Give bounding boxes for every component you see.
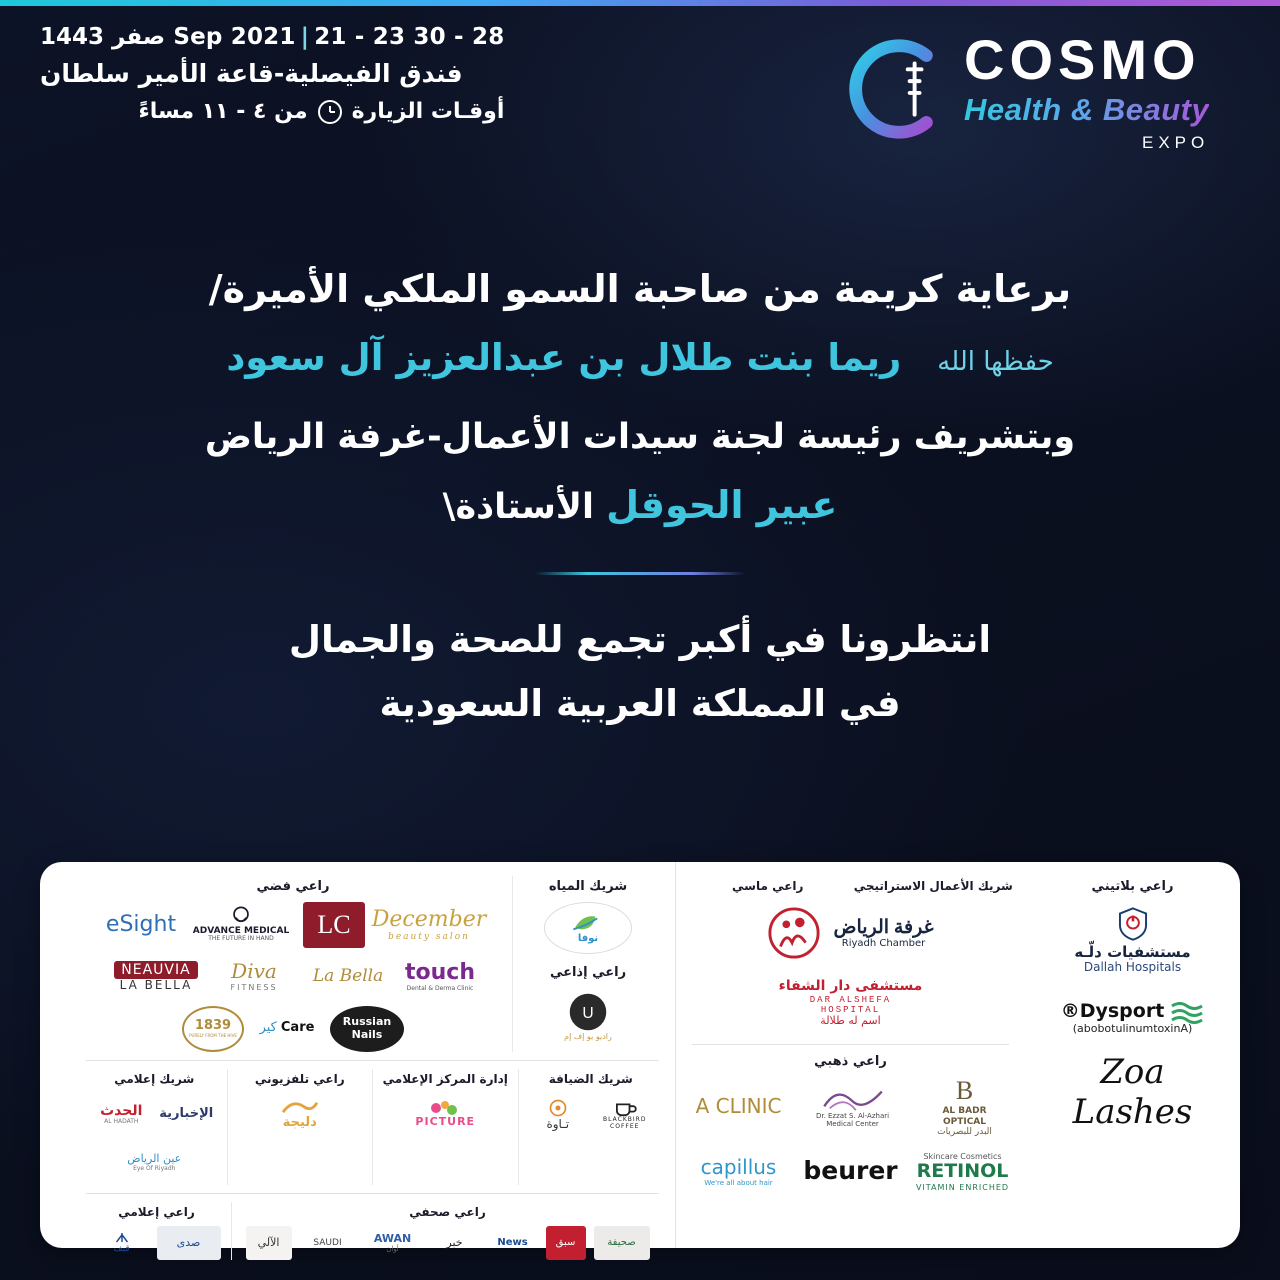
broadcast-tower-icon bbox=[112, 1231, 132, 1244]
sponsor-sub: VITAMIN ENRICHED bbox=[915, 1182, 1010, 1192]
sponsor-sub: (abobotulinumtoxinA) bbox=[1072, 1022, 1193, 1036]
patron-honorific: حفظها الله bbox=[937, 347, 1054, 378]
sponsor-name: صحيفة bbox=[607, 1237, 636, 1249]
sponsor-sub: THE FUTURE IN HAND bbox=[208, 935, 274, 943]
logo-expo: EXPO bbox=[1141, 132, 1210, 152]
sponsor-logo bbox=[430, 1226, 480, 1260]
patronage-line: برعاية كريمة من صاحبة السمو الملكي الأميرة/ bbox=[208, 267, 1072, 311]
sponsor-group-press bbox=[232, 1202, 663, 1260]
honoree-line bbox=[110, 477, 1170, 534]
sponsor-name: تـاوة bbox=[546, 1116, 570, 1131]
event-date-gregorian: 28 - 30 Sep 2021 bbox=[173, 24, 505, 50]
header bbox=[0, 0, 1280, 170]
sponsor-name: SAUDI bbox=[313, 1237, 342, 1248]
sponsor-sub: البدر للبصريات bbox=[937, 1126, 992, 1137]
sponsor-name: AL BADR OPTICAL bbox=[942, 1106, 987, 1127]
sponsor-logo bbox=[689, 1145, 789, 1199]
category-title-informational: راعي إعلامي bbox=[118, 1204, 195, 1219]
event-venue: فندق الفيصلية-قاعة الأمير سلطان bbox=[40, 59, 463, 88]
sponsor-name: الإخبارية bbox=[159, 1106, 214, 1122]
category-title-silver: راعي فضي bbox=[256, 879, 330, 894]
sponsor-name: ADVANCE MEDICAL bbox=[192, 925, 290, 936]
sponsor-logo bbox=[91, 1093, 151, 1137]
sponsor-name: News bbox=[497, 1237, 528, 1249]
tawa-flower-icon bbox=[548, 1098, 568, 1118]
sponsor-logo bbox=[254, 1006, 320, 1052]
sponsor-sub: LA BELLA bbox=[119, 977, 193, 992]
sponsor-logo bbox=[214, 954, 294, 1000]
category-title-water: شريك المياه bbox=[548, 879, 628, 894]
dysport-waves-icon bbox=[1170, 1001, 1204, 1023]
logo-text bbox=[964, 28, 1210, 153]
sponsor-name: NEAUVIA bbox=[114, 961, 197, 979]
sponsor-name: RETINOL bbox=[916, 1159, 1009, 1182]
sponsor-sub: راديو يو إف إم bbox=[564, 1031, 612, 1041]
sponsor-name: Russian Nails bbox=[342, 1014, 392, 1041]
sponsor-logo bbox=[252, 1093, 348, 1137]
sponsor-sub: Dallah Hospitals bbox=[1083, 959, 1182, 974]
sponsor-logo bbox=[303, 902, 365, 948]
sponsor-logo bbox=[397, 1093, 493, 1137]
sponsor-group-tv bbox=[228, 1069, 374, 1185]
logo-name: COSMO bbox=[964, 28, 1201, 91]
sponsor-logo bbox=[155, 1093, 217, 1137]
sponsor-logo bbox=[919, 1077, 1011, 1137]
category-title-tv: راعي تلفزيوني bbox=[254, 1071, 345, 1086]
sponsor-logo bbox=[546, 1226, 586, 1260]
ufm-circle-icon bbox=[568, 992, 608, 1032]
divider bbox=[86, 1060, 659, 1061]
sponsor-logo bbox=[691, 1077, 787, 1137]
sponsor-column-middle bbox=[675, 862, 1025, 1248]
sponsor-sub: كير bbox=[259, 1020, 277, 1036]
sponsor-name: Zoa Lashes bbox=[1072, 1052, 1193, 1132]
sponsor-name: LC bbox=[317, 909, 351, 939]
sponsor-logo bbox=[829, 900, 939, 966]
sponsor-logo bbox=[364, 1226, 422, 1260]
sponsor-name: غرفة الرياض bbox=[833, 916, 934, 938]
dallah-shield-icon bbox=[1118, 907, 1148, 941]
sponsor-name: الحدث bbox=[100, 1103, 143, 1120]
sponsor-logo bbox=[182, 1006, 244, 1052]
sponsor-sub: Eye Of Riyadh bbox=[133, 1164, 176, 1172]
invite-line-1: انتظرونا في أكبر تجمع للصحة والجمال bbox=[288, 618, 992, 662]
divider bbox=[86, 1193, 659, 1194]
sponsor-group-hospitality bbox=[519, 1069, 664, 1185]
sponsor-logo bbox=[488, 1226, 538, 1260]
accent-bar bbox=[0, 0, 1280, 6]
sponsor-logo bbox=[595, 1093, 655, 1137]
sponsor-name: AWAN bbox=[373, 1231, 412, 1245]
clock-icon bbox=[318, 100, 342, 124]
sponsor-sub-2: اسم له طلالة bbox=[820, 1014, 881, 1028]
sponsor-logo bbox=[544, 902, 632, 954]
sponsor-logo bbox=[594, 1226, 650, 1260]
sponsor-logo bbox=[371, 902, 487, 948]
honoree-prefix: الأستاذة\ bbox=[442, 487, 594, 528]
sponsor-name: دليجة bbox=[282, 1114, 317, 1130]
sponsor-name: صدى bbox=[176, 1235, 201, 1249]
sponsor-logo bbox=[93, 1226, 151, 1260]
date-separator: | bbox=[300, 24, 310, 50]
sponsor-name: 1839 bbox=[194, 1017, 232, 1033]
cosmo-logo bbox=[832, 26, 1232, 166]
event-info bbox=[40, 24, 504, 124]
sponsor-sub: PURELY FROM THE HIVE bbox=[189, 1032, 237, 1038]
sponsor-sub: Riyadh Chamber bbox=[841, 938, 926, 950]
patron-name: ريما بنت طلال بن عبدالعزيز آل سعود bbox=[226, 336, 902, 380]
category-title-strategic: شريك الأعمال الاستراتيجي bbox=[853, 879, 1013, 893]
sponsor-name: beurer bbox=[803, 1156, 898, 1186]
sponsor-column-platinum bbox=[1025, 862, 1240, 1248]
sponsor-sub: Dental & Derma Clinic bbox=[406, 984, 474, 992]
sponsor-logo bbox=[103, 902, 179, 948]
sponsor-logo bbox=[801, 1145, 901, 1199]
sponsor-logo bbox=[330, 1006, 404, 1052]
azhari-swirl-icon bbox=[819, 1086, 887, 1112]
category-title-gold: راعي ذهبي bbox=[814, 1054, 887, 1070]
dalija-swoosh-icon bbox=[281, 1099, 319, 1116]
family-circle-icon bbox=[767, 906, 821, 960]
divider bbox=[692, 1044, 1009, 1045]
sponsor-logo bbox=[1040, 902, 1225, 980]
honoree-role: وبتشريف رئيسة لجنة سيدات الأعمال-غرفة الرياض bbox=[204, 416, 1076, 457]
patron-name-line bbox=[110, 331, 1170, 385]
sponsor-sub: DAR ALSHEFA HOSPITAL bbox=[809, 994, 892, 1015]
event-hours bbox=[40, 99, 504, 124]
sponsor-logo bbox=[799, 1077, 907, 1137]
sponsor-name: Dr. Ezzat S. Al-Azhari bbox=[815, 1111, 890, 1120]
sponsor-logo bbox=[1040, 992, 1225, 1046]
coffee-cup-icon bbox=[613, 1099, 637, 1117]
sponsor-name: Dysport® bbox=[1060, 1000, 1165, 1023]
sponsor-name: eSight bbox=[105, 911, 177, 937]
sponsor-group-media-partner bbox=[82, 1069, 228, 1185]
sponsor-name: نوفا bbox=[577, 932, 599, 944]
sponsor-name: مستشفيات دلّـه bbox=[1074, 942, 1191, 961]
sponsor-logo-mark bbox=[763, 900, 825, 966]
category-title-press: راعي صحفي bbox=[409, 1204, 486, 1219]
sponsor-logo bbox=[776, 970, 926, 1036]
sponsor-name: capillus bbox=[700, 1155, 777, 1180]
sponsor-group-media-center bbox=[373, 1069, 519, 1185]
sponsor-sub: beauty salon bbox=[388, 932, 470, 943]
sponsor-brandline: Skincare Cosmetics bbox=[923, 1151, 1002, 1161]
cosmo-c-syringe-icon bbox=[832, 30, 950, 148]
category-title-diamond: راعي ماسي bbox=[732, 879, 804, 893]
category-title-media-partner: شريك إعلامي bbox=[114, 1071, 195, 1086]
sponsor-name: الآلي bbox=[257, 1235, 280, 1249]
sponsor-sub: AL HADATH bbox=[104, 1118, 139, 1126]
picture-dots-icon bbox=[430, 1100, 460, 1116]
sponsor-name: A CLINIC bbox=[695, 1094, 782, 1119]
sponsor-logo bbox=[246, 1226, 292, 1260]
category-title-media-center: إدارة المركز الإعلامي bbox=[382, 1071, 508, 1086]
sponsor-mark: B bbox=[955, 1076, 974, 1106]
sponsor-name: خبر bbox=[446, 1235, 463, 1249]
sponsor-logo bbox=[157, 1226, 221, 1260]
event-date bbox=[40, 24, 504, 50]
sponsor-logo bbox=[402, 954, 478, 1000]
sponsor-name: Care bbox=[280, 1020, 315, 1036]
sponsor-logo bbox=[548, 987, 628, 1045]
svg-text:U: U bbox=[582, 1004, 594, 1022]
sponsor-logo bbox=[527, 1093, 589, 1137]
sponsor-logo bbox=[1040, 1052, 1225, 1132]
sponsor-sub: We're all about hair bbox=[704, 1179, 773, 1188]
logo-tagline: Health & Beauty bbox=[964, 92, 1210, 127]
sponsor-logo bbox=[117, 1141, 191, 1185]
sponsor-name: Diva bbox=[231, 959, 277, 984]
sponsor-sub: Medical Center bbox=[826, 1119, 879, 1128]
invite-line-2: في المملكة العربية السعودية bbox=[379, 681, 901, 725]
category-title-platinum: راعي بلاتيني bbox=[1091, 879, 1174, 894]
sponsor-group-informational bbox=[82, 1202, 232, 1260]
sponsor-name: قيف bbox=[113, 1244, 130, 1255]
main-message bbox=[0, 262, 1280, 732]
sponsor-logo bbox=[300, 1226, 356, 1260]
honoree-name: عبير الحوقل bbox=[606, 483, 838, 528]
nova-leaf-icon bbox=[569, 911, 607, 933]
sponsors-panel bbox=[40, 862, 1240, 1255]
sponsor-logo bbox=[108, 954, 204, 1000]
divider bbox=[535, 572, 745, 575]
sponsor-sub: FITNESS bbox=[230, 983, 278, 993]
category-title-hospitality: شريك الضيافة bbox=[548, 1071, 633, 1086]
visit-hours-value: من ٤ - ١١ مساءً bbox=[138, 99, 308, 124]
sponsor-name: PICTURE bbox=[415, 1115, 476, 1129]
sponsor-logo bbox=[304, 954, 392, 1000]
sponsor-logo bbox=[913, 1145, 1013, 1199]
category-title-radio: راعي إذاعي bbox=[549, 964, 627, 980]
sponsor-name: touch bbox=[405, 960, 475, 986]
advance-medical-hand-icon bbox=[228, 906, 254, 926]
event-date-hijri: 21 - 23 صفر 1443 bbox=[40, 24, 406, 50]
sponsor-name: مستشفى دار الشفاء bbox=[778, 978, 923, 995]
sponsor-name: BLACKBIRD COFFEE bbox=[603, 1115, 647, 1130]
sponsor-name: La Bella bbox=[312, 965, 384, 986]
sponsor-name: سبق bbox=[555, 1237, 576, 1249]
sponsor-sub: أوان bbox=[386, 1245, 399, 1254]
sponsor-name: December bbox=[371, 906, 487, 932]
sponsor-logo bbox=[189, 902, 293, 948]
sponsor-name: عين الرياض bbox=[127, 1151, 182, 1165]
visit-hours-label: أوقـات الزيارة bbox=[351, 99, 505, 124]
sponsor-column-left bbox=[70, 862, 675, 1255]
